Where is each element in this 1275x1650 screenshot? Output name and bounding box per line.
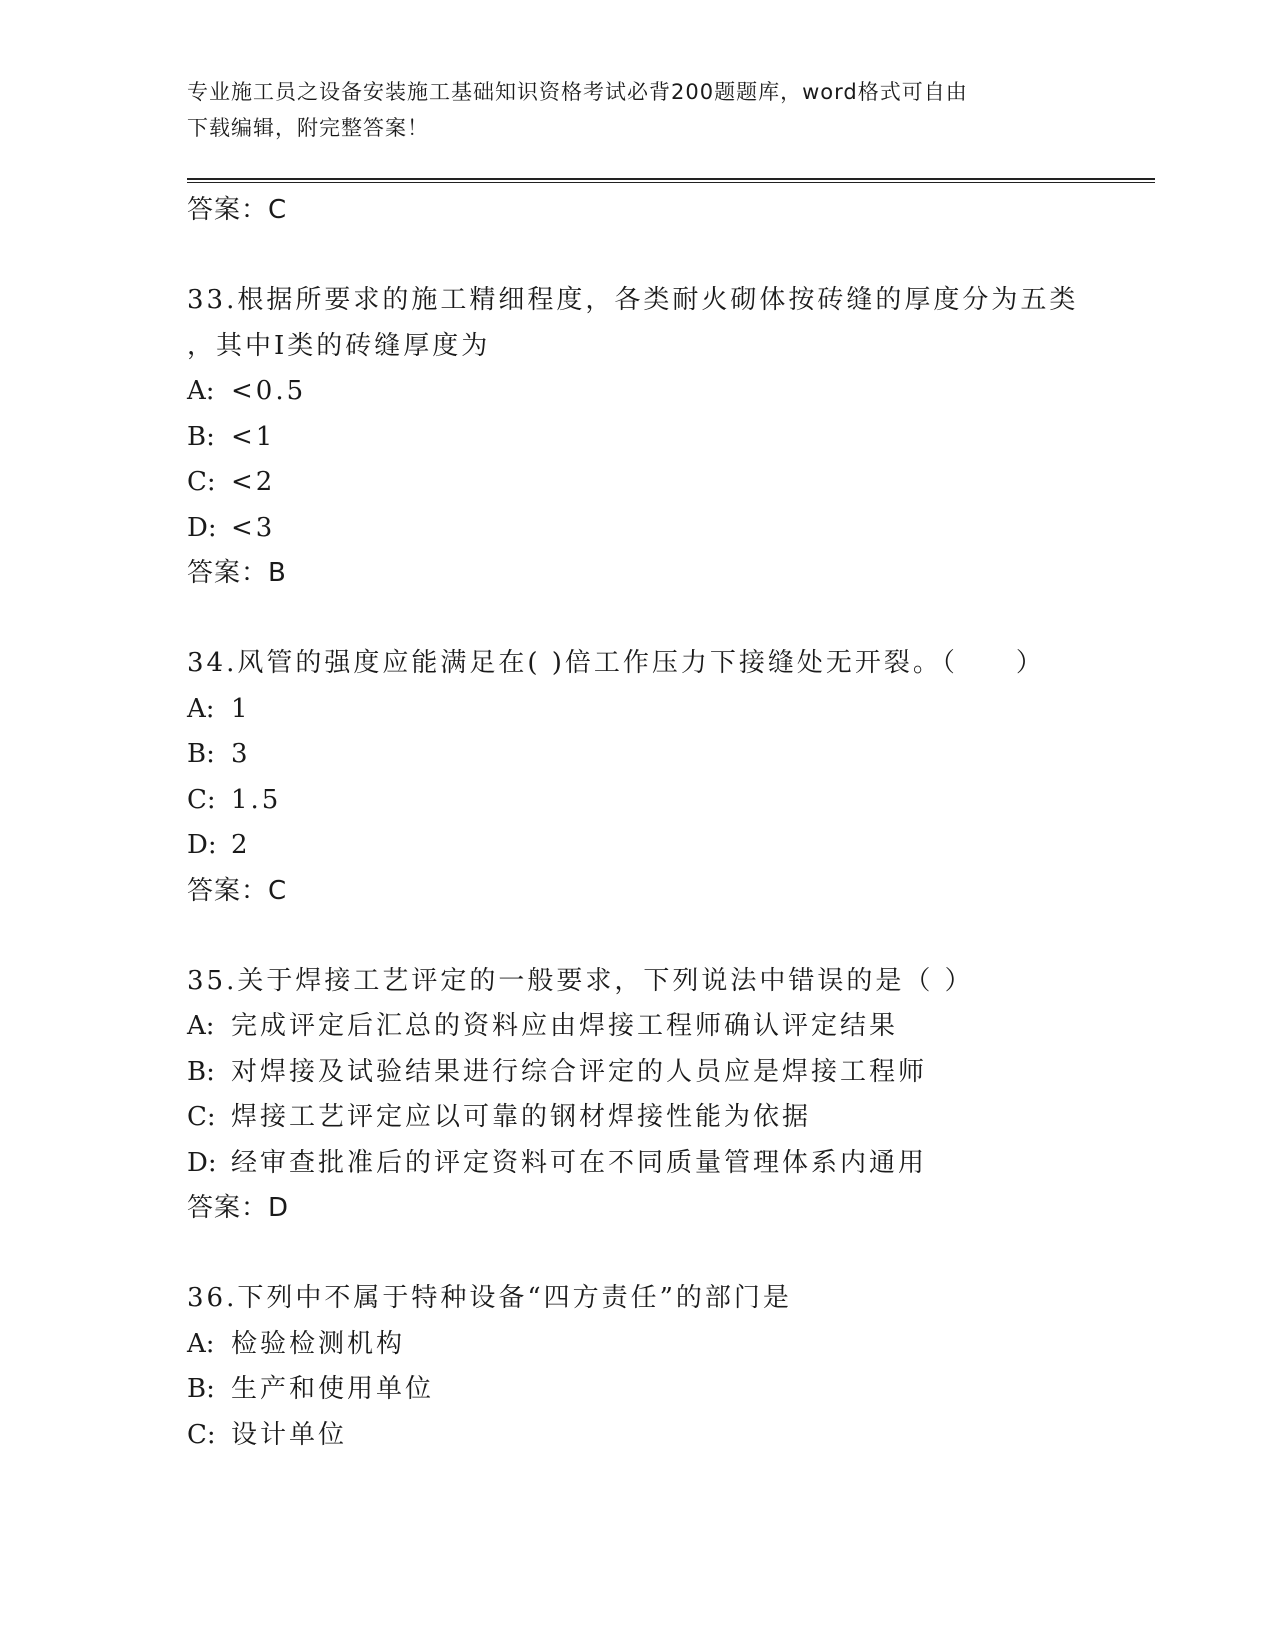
option-text: 检验检测机构	[231, 1328, 406, 1359]
option-letter: D:	[187, 512, 217, 543]
option-text: <0.5	[231, 376, 307, 406]
option-text: 3	[231, 739, 251, 769]
option-text: <1	[231, 421, 276, 452]
page-header	[187, 74, 1087, 146]
option-letter: C:	[187, 1419, 216, 1450]
option-c	[187, 460, 1117, 506]
option-a	[187, 369, 1117, 415]
option-text: 完成评定后汇总的资料应由焊接工程师确认评定结果	[231, 1011, 899, 1041]
option-text: <2	[231, 467, 276, 497]
option-text: 2	[231, 830, 251, 860]
option-text: 焊接工艺评定应以可靠的钢材焊接性能为依据	[231, 1102, 812, 1132]
option-b	[187, 732, 1117, 778]
answer-line: 答案：C	[187, 875, 288, 906]
option-letter: A:	[187, 1328, 215, 1359]
option-b	[187, 415, 1117, 461]
document-body	[187, 188, 1117, 1458]
option-a	[187, 1322, 1117, 1368]
option-text: 1	[231, 693, 251, 724]
option-text: <3	[231, 512, 276, 543]
option-a	[187, 1004, 1117, 1050]
option-letter: C:	[187, 784, 216, 815]
option-letter: C:	[187, 467, 216, 497]
header-title-line-2: 下载编辑，附完整答案！	[187, 116, 429, 140]
option-letter: B:	[187, 1056, 215, 1087]
question-33	[187, 278, 1117, 595]
option-text: 1.5	[231, 784, 282, 815]
question-text: 34.风管的强度应能满足在( )倍工作压力下接缝处无开裂。（ ）	[187, 648, 1045, 678]
option-c	[187, 778, 1117, 824]
answer-line: 答案：C	[187, 195, 288, 225]
option-letter: D:	[187, 830, 217, 860]
option-letter: D:	[187, 1147, 217, 1178]
answer-line: 答案：B	[187, 558, 287, 588]
option-letter: B:	[187, 739, 215, 769]
question-text: 36.下列中不属于特种设备“四方责任”的部门是	[187, 1283, 792, 1313]
question-35	[187, 959, 1117, 1231]
answer-line: 答案：D	[187, 1193, 290, 1223]
option-letter: A:	[187, 1011, 215, 1041]
question-text: ，其中Ⅰ类的砖缝厚度为	[187, 330, 491, 361]
option-letter: B:	[187, 1374, 215, 1404]
option-d	[187, 823, 1117, 869]
option-text: 经审查批准后的评定资料可在不同质量管理体系内通用	[231, 1147, 928, 1178]
header-title-line-1: 专业施工员之设备安装施工基础知识资格考试必背200题题库，word格式可自由	[187, 80, 968, 104]
option-d	[187, 506, 1117, 552]
question-34	[187, 641, 1117, 913]
option-text: 设计单位	[231, 1419, 348, 1450]
option-c	[187, 1413, 1117, 1459]
option-b	[187, 1050, 1117, 1096]
option-letter: A:	[187, 376, 215, 406]
header-divider	[187, 178, 1155, 183]
option-letter: A:	[187, 693, 215, 724]
option-letter: B:	[187, 421, 215, 452]
option-text: 对焊接及试验结果进行综合评定的人员应是焊接工程师	[231, 1056, 928, 1087]
option-d	[187, 1141, 1117, 1187]
option-b	[187, 1367, 1117, 1413]
option-a	[187, 687, 1117, 733]
question-text: 33.根据所要求的施工精细程度，各类耐火砌体按砖缝的厚度分为五类	[187, 285, 1079, 315]
option-letter: C:	[187, 1102, 216, 1132]
question-text: 35.关于焊接工艺评定的一般要求，下列说法中错误的是（ ）	[187, 965, 974, 996]
option-text: 生产和使用单位	[231, 1374, 435, 1404]
option-c	[187, 1095, 1117, 1141]
question-36	[187, 1276, 1117, 1458]
